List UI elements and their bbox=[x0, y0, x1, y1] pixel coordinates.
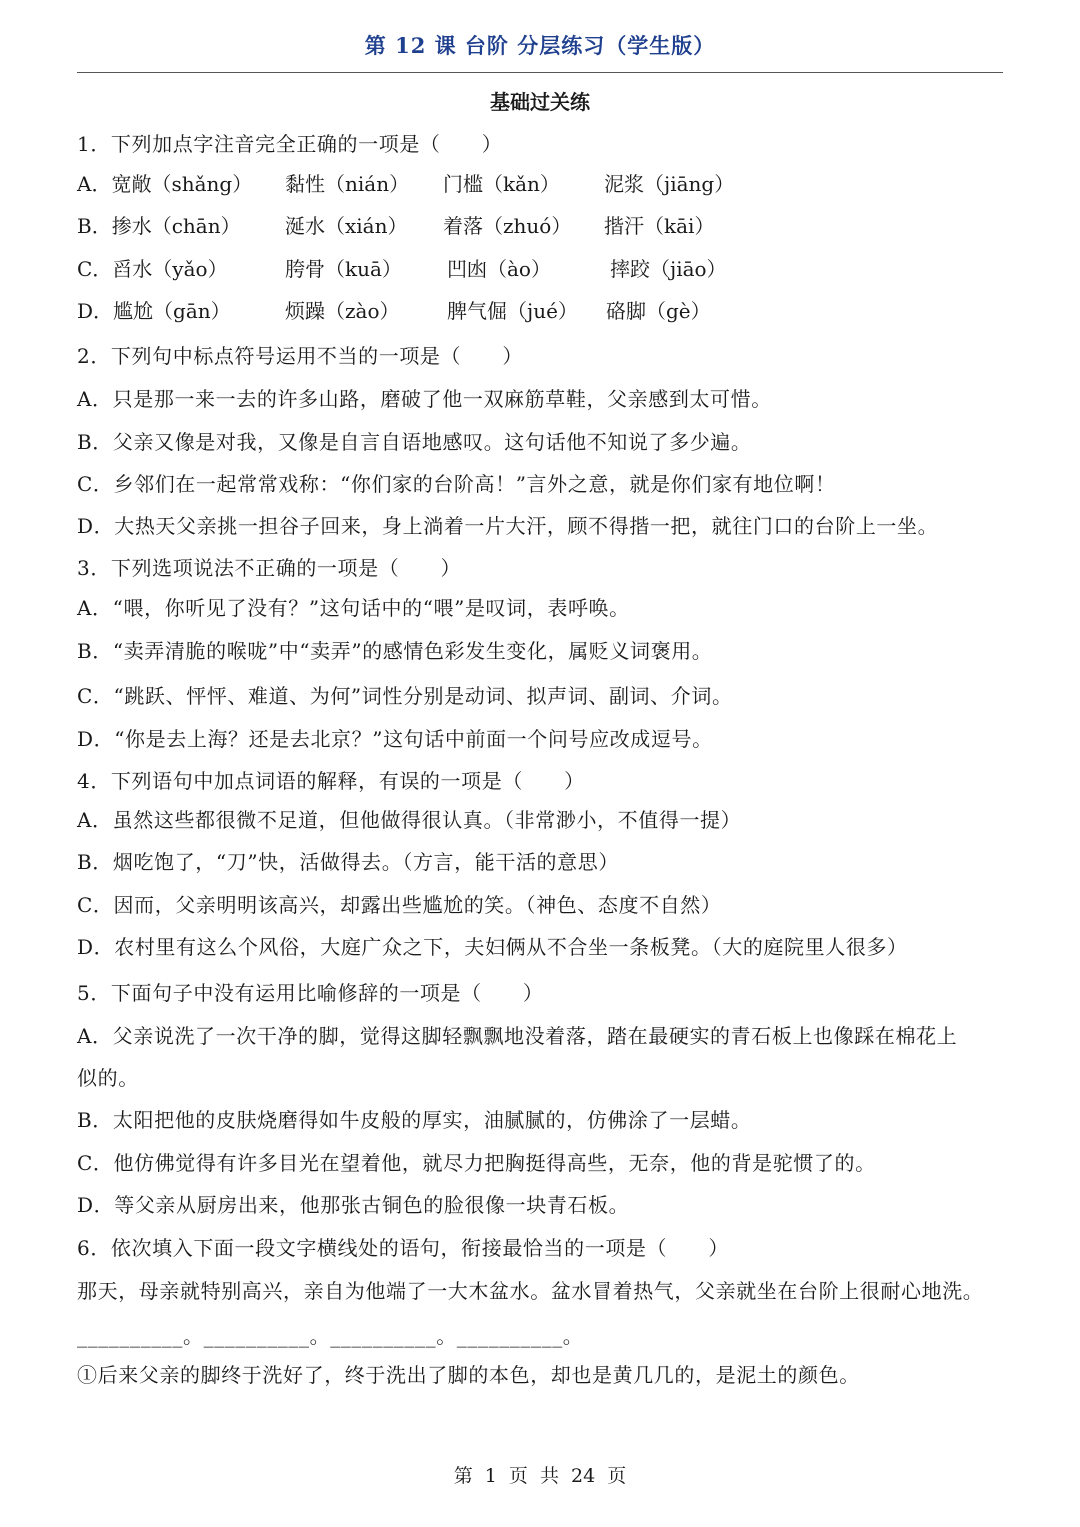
question-3-option-c: C．“跳跃、怦怦、难道、为何”词性分别是动词、拟声词、副词、介词。 bbox=[77, 684, 733, 708]
header-divider bbox=[77, 72, 1003, 73]
option-text: D．尴尬（gān） bbox=[77, 299, 231, 323]
question-2-option-a: A．只是那一来一去的许多山路，磨破了他一双麻筋草鞋，父亲感到太可惜。 bbox=[77, 387, 772, 411]
question-3-option-b: B．“卖弄清脆的喉咙”中“卖弄”的感情色彩发生变化，属贬义词褒用。 bbox=[77, 639, 713, 663]
page-header-title: 第 12 课 台阶 分层练习（学生版） bbox=[364, 33, 716, 58]
option-text: 涎水（xián） bbox=[285, 214, 408, 238]
option-text: 凹凼（ào） bbox=[447, 257, 551, 281]
question-5-option-a: A．父亲说洗了一次干净的脚，觉得这脚轻飘飘地没着落，踏在最硬实的青石板上也像踩在棉花上 bbox=[77, 1024, 958, 1048]
option-text: 黏性（nián） bbox=[285, 172, 410, 196]
question-5-option-c: C．他仿佛觉得有许多目光在望着他，就尽力把胸挺得高些，无奈，他的背是驼惯了的。 bbox=[77, 1151, 876, 1175]
question-5-option-a-continued: 似的。 bbox=[77, 1066, 139, 1090]
question-2-option-c: C．乡邻们在一起常常戏称：“你们家的台阶高！”言外之意，就是你们家有地位啊！ bbox=[77, 472, 836, 496]
question-3-option-d: D．“你是去上海？还是去北京？”这句话中前面一个问号应改成逗号。 bbox=[77, 727, 713, 751]
option-text: 硌脚（gè） bbox=[606, 299, 711, 323]
question-2-stem: 2．下列句中标点符号运用不当的一项是（ ） bbox=[77, 344, 523, 368]
question-4-option-b: B．烟吃饱了，“刀”快，活做得去。（方言，能干活的意思） bbox=[77, 850, 619, 874]
option-text: A．宽敞（shǎng） bbox=[77, 172, 253, 196]
option-text: 门槛（kǎn） bbox=[443, 172, 560, 196]
option-text: C．舀水（yǎo） bbox=[77, 257, 228, 281]
question-4-option-a: A．虽然这些都很微不足道，但他做得很认真。（非常渺小，不值得一提） bbox=[77, 808, 742, 832]
section-title: 基础过关练 bbox=[490, 90, 590, 114]
question-6-passage: 那天，母亲就特别高兴，亲自为他端了一大木盆水。盆水冒着热气，父亲就坐在台阶上很耐心地洗。 bbox=[77, 1279, 984, 1303]
question-6-item-1: ①后来父亲的脚终于洗好了，终于洗出了脚的本色，却也是黄几几的，是泥土的颜色。 bbox=[77, 1363, 860, 1387]
option-text: 着落（zhuó） bbox=[443, 214, 572, 238]
question-3-stem: 3．下列选项说法不正确的一项是（ ） bbox=[77, 556, 462, 580]
question-3-option-a: A．“喂，你听见了没有？”这句话中的“喂”是叹词，表呼唤。 bbox=[77, 596, 630, 620]
option-text: 泥浆（jiāng） bbox=[604, 172, 735, 196]
question-2-option-d: D．大热天父亲挑一担谷子回来，身上淌着一片大汗，顾不得揩一把，就往门口的台阶上一坐。 bbox=[77, 514, 939, 538]
question-5-option-d: D．等父亲从厨房出来，他那张古铜色的脸很像一块青石板。 bbox=[77, 1193, 630, 1217]
question-4-option-c: C．因而，父亲明明该高兴，却露出些尴尬的笑。（神色、态度不自然） bbox=[77, 893, 722, 917]
question-1-stem: 1．下列加点字注音完全正确的一项是（ ） bbox=[77, 132, 503, 156]
question-4-option-d: D．农村里有这么个风俗，大庭广众之下，夫妇俩从不合坐一条板凳。（大的庭院里人很多） bbox=[77, 935, 908, 959]
question-5-option-b: B．太阳把他的皮肤烧磨得如牛皮般的厚实，油腻腻的，仿佛涂了一层蜡。 bbox=[77, 1108, 752, 1132]
question-6-stem: 6．依次填入下面一段文字横线处的语句，衔接最恰当的一项是（ ） bbox=[77, 1236, 729, 1260]
page-footer: 第 1 页 共 24 页 bbox=[453, 1465, 627, 1487]
option-text: 摔跤（jiāo） bbox=[610, 257, 727, 281]
question-4-stem: 4．下列语句中加点词语的解释，有误的一项是（ ） bbox=[77, 769, 585, 793]
option-text: 胯骨（kuā） bbox=[285, 257, 402, 281]
question-6-blanks: __________。__________。__________。__________。 bbox=[77, 1324, 584, 1348]
question-2-option-b: B．父亲又像是对我，又像是自言自语地感叹。这句话他不知说了多少遍。 bbox=[77, 430, 752, 454]
question-5-stem: 5．下面句子中没有运用比喻修辞的一项是（ ） bbox=[77, 981, 544, 1005]
option-text: 烦躁（zào） bbox=[285, 299, 400, 323]
option-text: B．掺水（chān） bbox=[77, 214, 241, 238]
option-text: 揩汗（kāi） bbox=[604, 214, 715, 238]
option-text: 脾气倔（jué） bbox=[447, 299, 578, 323]
